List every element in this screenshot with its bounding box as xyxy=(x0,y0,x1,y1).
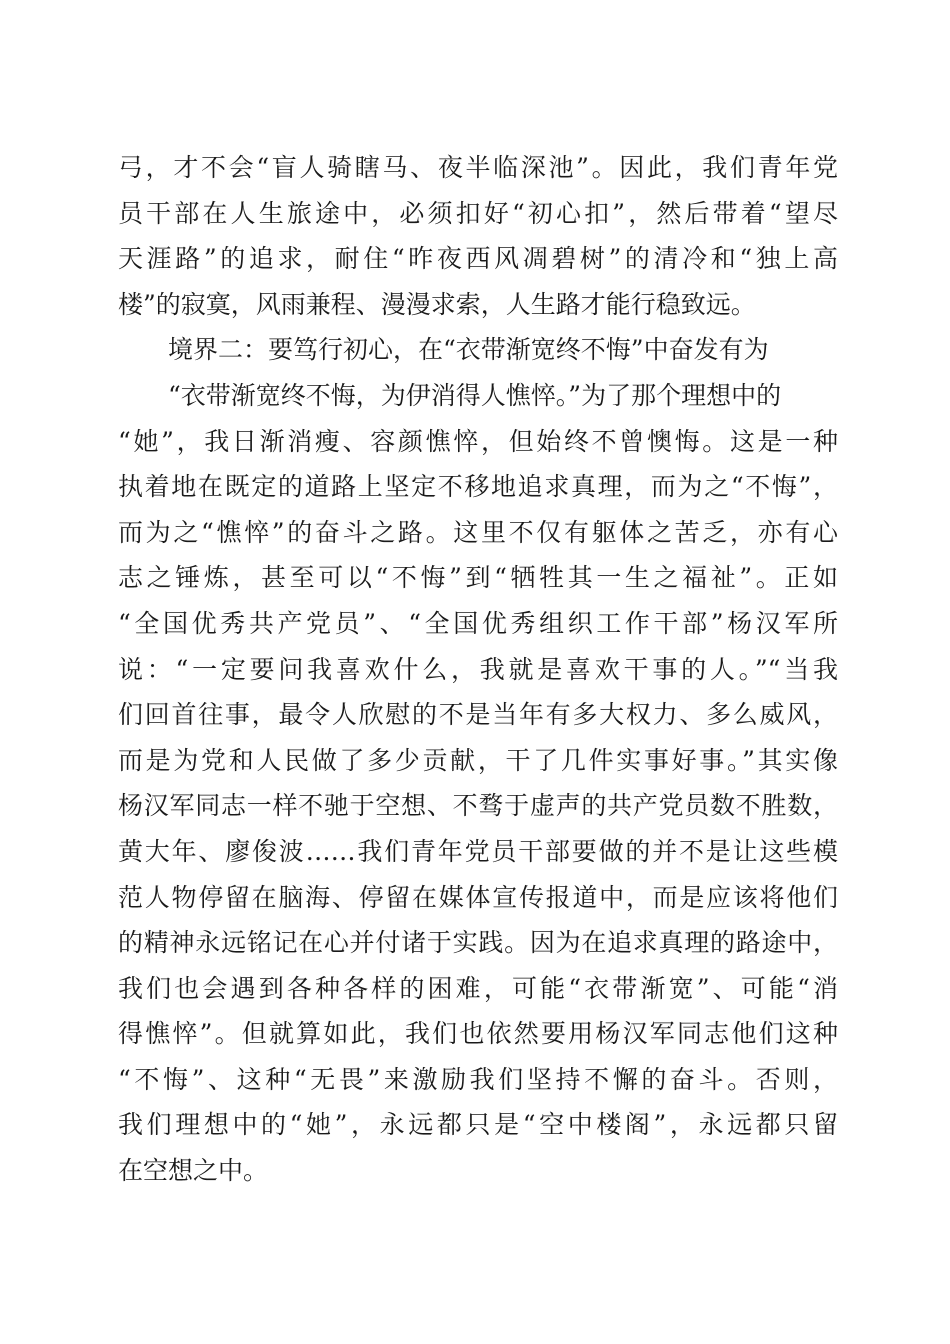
text-line: 范人物停留在脑海、停留在媒体宣传报道中，而是应该将他们 xyxy=(118,882,838,912)
text-line: 杨汉军同志一样不驰于空想、不骛于虚声的共产党员数不胜数， xyxy=(118,791,838,821)
text-line: 说：“一定要问我喜欢什么，我就是喜欢干事的人。”“当我 xyxy=(118,654,838,684)
text-line: 志之锤炼，甚至可以“不悔”到“牺牲其一生之福祉”。正如 xyxy=(118,563,838,593)
text-line: 天涯路”的追求，耐住“昨夜西风凋碧树”的清冷和“独上高 xyxy=(118,244,838,274)
text-line: 我们理想中的“她”，永远都只是“空中楼阁”，永远都只留 xyxy=(118,1110,838,1140)
text-line: 而为之“憔悴”的奋斗之路。这里不仅有躯体之苦乏，亦有心 xyxy=(118,517,838,547)
section-heading: 境界二：要笃行初心，在“衣带渐宽终不悔”中奋发有为 xyxy=(168,335,769,365)
text-line: 的精神永远铭记在心并付诸于实践。因为在追求真理的路途中， xyxy=(118,928,838,958)
text-line: 员干部在人生旅途中，必须扣好“初心扣”，然后带着“望尽 xyxy=(118,198,838,228)
document-body xyxy=(118,145,838,1194)
text-line: 黄大年、廖俊波……我们青年党员干部要做的并不是让这些模 xyxy=(118,836,838,866)
text-line: 执着地在既定的道路上坚定不移地追求真理，而为之“不悔”， xyxy=(118,472,838,502)
text-line: 们回首往事，最令人欣慰的不是当年有多大权力、多么威风， xyxy=(118,700,838,730)
text-line: “衣带渐宽终不悔，为伊消得人憔悴。”为了那个理想中的 xyxy=(168,380,782,410)
text-line: “不悔”、这种“无畏”来激励我们坚持不懈的奋斗。否则， xyxy=(118,1064,838,1094)
text-line: 楼”的寂寞，风雨兼程、漫漫求索，人生路才能行稳致远。 xyxy=(118,289,756,319)
text-line: 弓，才不会“盲人骑瞎马、夜半临深池”。因此，我们青年党 xyxy=(118,153,838,182)
text-line: 得憔悴”。但就算如此，我们也依然要用杨汉军同志他们这种 xyxy=(118,1019,838,1049)
text-line: 在空想之中。 xyxy=(118,1156,269,1186)
text-line: 我们也会遇到各种各样的困难，可能“衣带渐宽”、可能“消 xyxy=(118,973,838,1003)
text-line: 而是为党和人民做了多少贡献，干了几件实事好事。”其实像 xyxy=(118,745,838,775)
text-line: “她”，我日渐消瘦、容颜憔悴，但始终不曾懊悔。这是一种 xyxy=(118,426,838,456)
text-line: “全国优秀共产党员”、“全国优秀组织工作干部”杨汉军所 xyxy=(118,608,838,638)
